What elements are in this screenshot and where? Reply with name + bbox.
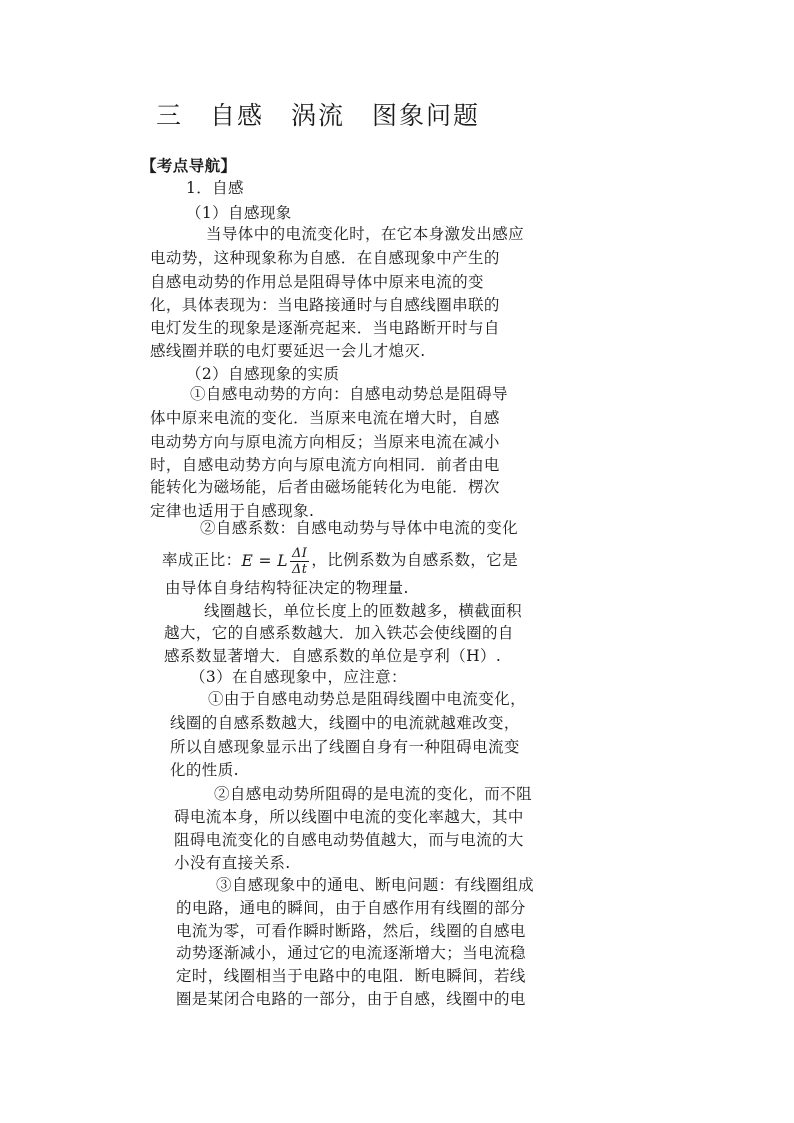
text-line: 碍电流本身，所以线圈中电流的变化率越大，其中 xyxy=(174,808,524,826)
text-line: 化的性质. xyxy=(170,761,239,779)
text-segment: 率成正比： xyxy=(162,551,242,569)
text-line: 电动势，这种现象称为自感．在自感现象中产生的 xyxy=(150,249,500,267)
subheading-notes: （3）在自感现象中，应注意： xyxy=(190,668,407,686)
formula-fraction xyxy=(290,546,309,577)
text-line: 能转化为磁场能，后者由磁场能转化为电能．楞次 xyxy=(150,478,500,496)
subheading-essence: （2）自感现象的实质 xyxy=(186,365,340,383)
text-line: 定时，线圈相当于电路中的电阻．断电瞬间，若线 xyxy=(176,967,526,985)
text-line: 由导体自身结构特征决定的物理量. xyxy=(165,579,409,597)
text-line: ①由于自感电动势总是阻碍线圈中电流变化， xyxy=(208,690,527,708)
page-title: 三 自感 涡流 图象问题 xyxy=(156,101,481,130)
text-line: 小没有直接关系. xyxy=(174,854,291,872)
text-line: ②自感电动势所阻碍的是电流的变化，而不阻 xyxy=(214,785,533,803)
text-line: 线圈的自感系数越大，线圈中的电流就越难改变， xyxy=(170,714,520,732)
text-line: 圈是某闭合电路的一部分，由于自感，线圈中的电 xyxy=(176,990,526,1008)
text-line: 电动势方向与原电流方向相反；当原来电流在减小 xyxy=(150,433,500,451)
text-line: 时，自感电动势方向与原电流方向相同．前者由电 xyxy=(150,456,500,474)
formula-line xyxy=(162,542,518,579)
heading-self-induction: 1．自感 xyxy=(186,179,244,197)
subheading-self-induction-phenomenon: （1）自感现象 xyxy=(186,204,292,222)
text-line: 感线圈并联的电灯要延迟一会儿才熄灭. xyxy=(150,342,426,360)
text-line: 当导体中的电流变化时，在它本身激发出感应 xyxy=(206,225,525,243)
formula-numerator: ΔI xyxy=(292,545,308,561)
text-line: ①自感电动势的方向：自感电动势总是阻碍导 xyxy=(190,385,509,403)
text-line: 动势逐渐减小，通过它的电流逐渐增大；当电流稳 xyxy=(176,944,526,962)
text-line: 线圈越长，单位长度上的匝数越多，横截面积 xyxy=(204,602,523,620)
text-line: 越大，它的自感系数越大．加入铁芯会使线圈的自 xyxy=(164,624,514,642)
text-line: 定律也适用于自感现象. xyxy=(150,502,315,520)
formula-denominator: Δt xyxy=(291,561,308,577)
section-header: 【考点导航】 xyxy=(141,156,237,175)
text-line: ②自感系数：自感电动势与导体中电流的变化 xyxy=(200,519,519,537)
text-line: 电灯发生的现象是逐渐亮起来．当电路断开时与自 xyxy=(150,319,500,337)
text-line: 所以自感现象显示出了线圈自身有一种阻碍电流变 xyxy=(170,738,520,756)
text-line: 自感电动势的作用总是阻碍导体中原来电流的变 xyxy=(150,273,484,291)
text-segment: ，比例系数为自感系数，它是 xyxy=(311,551,519,569)
text-line: 体中原来电流的变化．当原来电流在增大时，自感 xyxy=(150,409,500,427)
text-line: ③自感现象中的通电、断电问题：有线圈组成 xyxy=(216,876,535,894)
text-line: 化，具体表现为：当电路接通时与自感线圈串联的 xyxy=(150,296,500,314)
text-line: 阻碍电流变化的自感电动势值越大，而与电流的大 xyxy=(174,831,524,849)
text-line: 电流为零，可看作瞬时断路，然后，线圈的自感电 xyxy=(176,922,526,940)
text-line: 感系数显著增大．自感系数的单位是亨利（H）. xyxy=(164,647,502,665)
formula-lhs: E = L xyxy=(241,552,288,570)
text-line: 的电路，通电的瞬间，由于自感作用有线圈的部分 xyxy=(176,899,526,917)
